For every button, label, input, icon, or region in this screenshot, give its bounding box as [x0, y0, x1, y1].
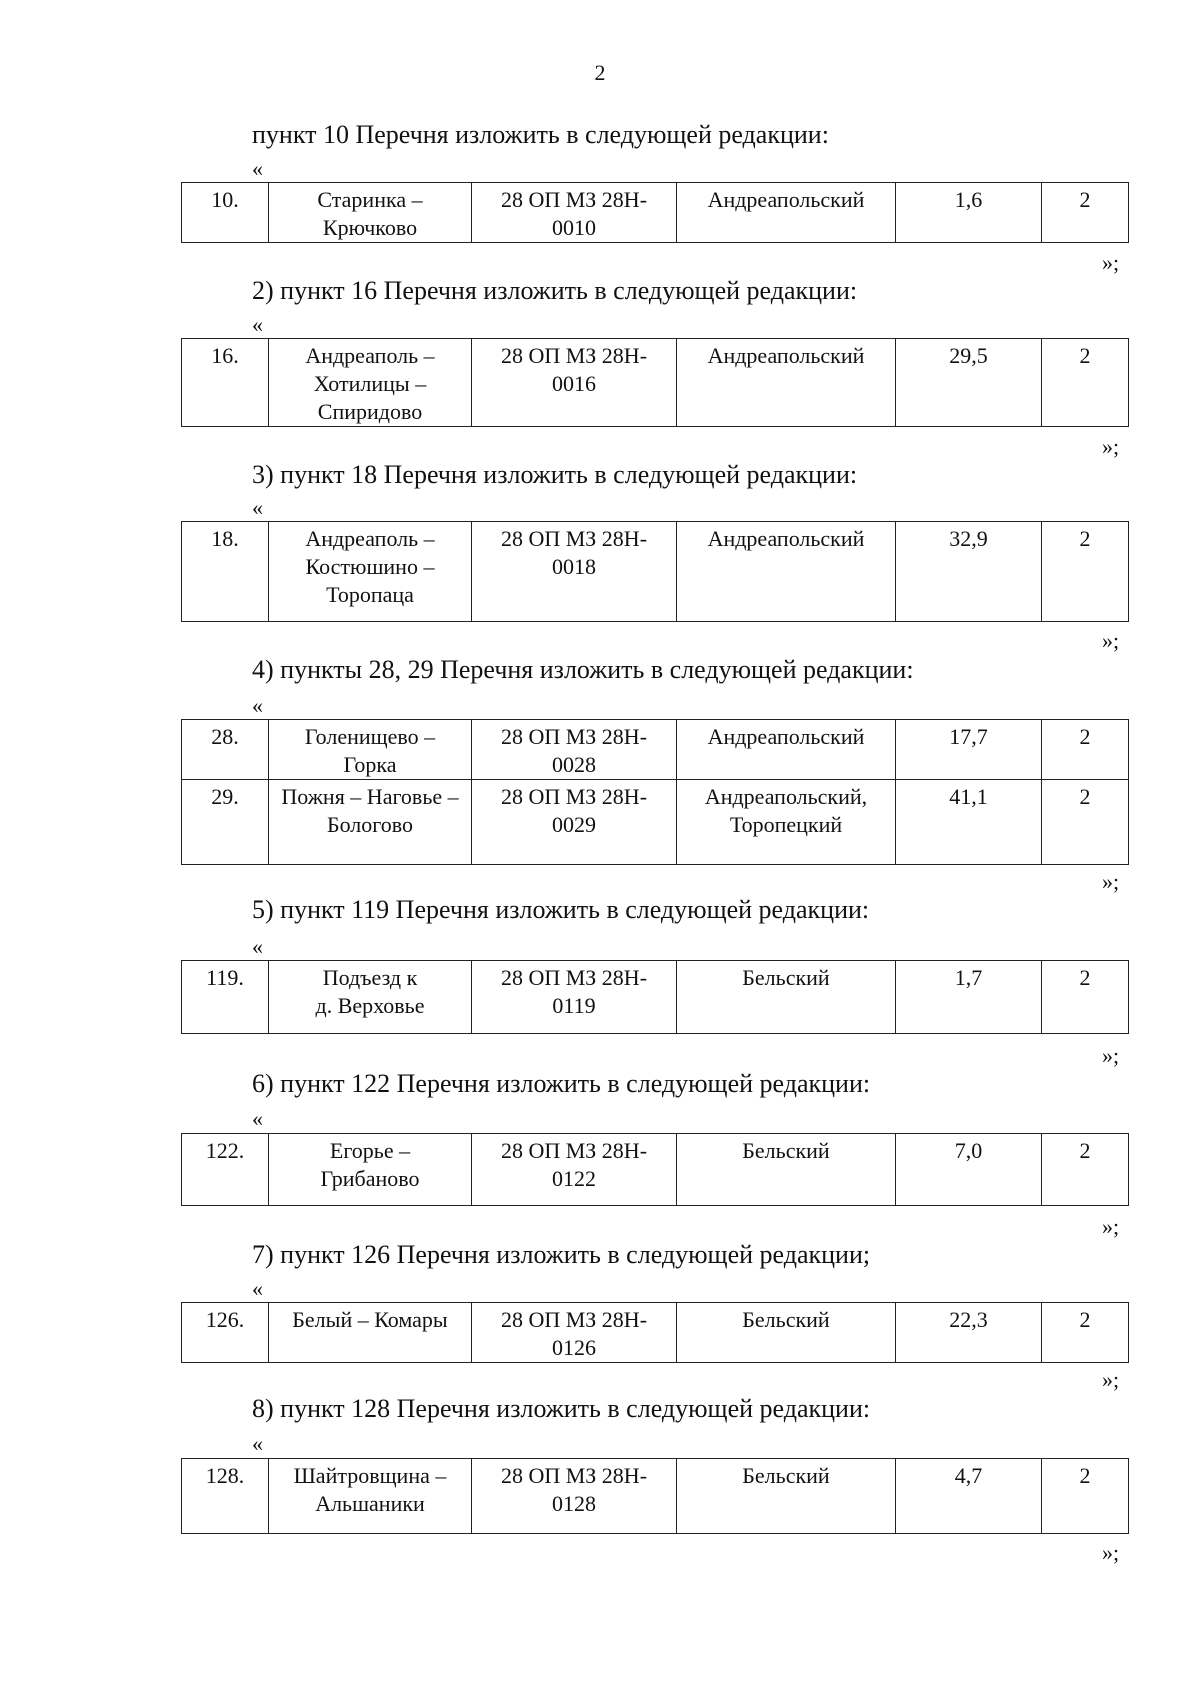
road-name-cell: Голенищево – Горка [269, 720, 472, 780]
table-row [182, 1303, 1129, 1363]
category-cell: 2 [1042, 522, 1129, 622]
category-cell: 2 [1042, 1459, 1129, 1534]
row-number-cell: 28. [182, 720, 269, 780]
amendment-heading: 8) пункт 128 Перечня изложить в следующей редакции: [252, 1394, 871, 1423]
opening-quote: « [252, 312, 263, 337]
amendment-heading: пункт 10 Перечня изложить в следующей редакции: [252, 120, 829, 149]
category-cell: 2 [1042, 780, 1129, 865]
closing-quote: »; [1102, 434, 1120, 459]
amendment-heading: 7) пункт 126 Перечня изложить в следующей редакции; [252, 1240, 871, 1269]
table-row [182, 1459, 1129, 1534]
road-id-cell: 28 ОП МЗ 28Н- 0016 [472, 339, 677, 427]
district-cell: Бельский [677, 1134, 896, 1206]
district-cell: Андреапольский [677, 339, 896, 427]
table-row [182, 1134, 1129, 1206]
district-cell: Бельский [677, 1459, 896, 1534]
length-cell: 41,1 [896, 780, 1042, 865]
road-id-cell: 28 ОП МЗ 28Н- 0122 [472, 1134, 677, 1206]
closing-quote: »; [1102, 250, 1120, 275]
length-cell: 32,9 [896, 522, 1042, 622]
category-cell: 2 [1042, 961, 1129, 1034]
road-table [181, 338, 1129, 427]
amendment-heading: 4) пункты 28, 29 Перечня изложить в следующей редакции: [252, 655, 914, 684]
road-table [181, 521, 1129, 622]
closing-quote: »; [1102, 1043, 1120, 1068]
row-number-cell: 119. [182, 961, 269, 1034]
category-cell: 2 [1042, 720, 1129, 780]
district-cell: Андреапольский [677, 720, 896, 780]
road-table [181, 1458, 1129, 1534]
amendment-heading: 5) пункт 119 Перечня изложить в следующей редакции: [252, 895, 870, 924]
row-number-cell: 16. [182, 339, 269, 427]
row-number-cell: 18. [182, 522, 269, 622]
road-table [181, 1302, 1129, 1363]
road-name-cell: Андреаполь – Хотилицы – Спиридово [269, 339, 472, 427]
category-cell: 2 [1042, 183, 1129, 243]
road-name-cell: Шайтровщина – Альшаники [269, 1459, 472, 1534]
road-id-cell: 28 ОП МЗ 28Н- 0029 [472, 780, 677, 865]
row-number-cell: 122. [182, 1134, 269, 1206]
road-table [181, 182, 1129, 243]
road-id-cell: 28 ОП МЗ 28Н- 0128 [472, 1459, 677, 1534]
row-number-cell: 10. [182, 183, 269, 243]
road-name-cell: Пожня – Наговье – Бологово [269, 780, 472, 865]
opening-quote: « [252, 1106, 263, 1131]
district-cell: Бельский [677, 961, 896, 1034]
road-table [181, 1133, 1129, 1206]
road-id-cell: 28 ОП МЗ 28Н- 0119 [472, 961, 677, 1034]
length-cell: 7,0 [896, 1134, 1042, 1206]
opening-quote: « [252, 693, 263, 718]
category-cell: 2 [1042, 1303, 1129, 1363]
row-number-cell: 29. [182, 780, 269, 865]
road-table [181, 719, 1129, 865]
amendment-heading: 2) пункт 16 Перечня изложить в следующей редакции: [252, 276, 858, 305]
district-cell: Бельский [677, 1303, 896, 1363]
opening-quote: « [252, 934, 263, 959]
road-name-cell: Белый – Комары [269, 1303, 472, 1363]
table-row [182, 339, 1129, 427]
closing-quote: »; [1102, 628, 1120, 653]
road-name-cell: Подъезд к д. Верховье [269, 961, 472, 1034]
table-row [182, 522, 1129, 622]
road-id-cell: 28 ОП МЗ 28Н- 0018 [472, 522, 677, 622]
district-cell: Андреапольский [677, 183, 896, 243]
length-cell: 4,7 [896, 1459, 1042, 1534]
opening-quote: « [252, 156, 263, 181]
district-cell: Андреапольский, Торопецкий [677, 780, 896, 865]
opening-quote: « [252, 1276, 263, 1301]
road-id-cell: 28 ОП МЗ 28Н- 0126 [472, 1303, 677, 1363]
road-name-cell: Егорье – Грибаново [269, 1134, 472, 1206]
table-row [182, 720, 1129, 780]
closing-quote: »; [1102, 1367, 1120, 1392]
closing-quote: »; [1102, 869, 1120, 894]
road-name-cell: Андреаполь – Костюшино – Торопаца [269, 522, 472, 622]
district-cell: Андреапольский [677, 522, 896, 622]
row-number-cell: 126. [182, 1303, 269, 1363]
road-table [181, 960, 1129, 1034]
length-cell: 29,5 [896, 339, 1042, 427]
opening-quote: « [252, 1431, 263, 1456]
length-cell: 17,7 [896, 720, 1042, 780]
amendment-heading: 6) пункт 122 Перечня изложить в следующей редакции: [252, 1069, 871, 1098]
closing-quote: »; [1102, 1540, 1120, 1565]
road-name-cell: Старинка – Крючково [269, 183, 472, 243]
table-row [182, 183, 1129, 243]
category-cell: 2 [1042, 1134, 1129, 1206]
page-number: 2 [594, 60, 606, 85]
road-id-cell: 28 ОП МЗ 28Н- 0010 [472, 183, 677, 243]
closing-quote: »; [1102, 1214, 1120, 1239]
table-row [182, 961, 1129, 1034]
row-number-cell: 128. [182, 1459, 269, 1534]
table-row [182, 780, 1129, 865]
opening-quote: « [252, 495, 263, 520]
length-cell: 22,3 [896, 1303, 1042, 1363]
length-cell: 1,7 [896, 961, 1042, 1034]
category-cell: 2 [1042, 339, 1129, 427]
amendment-heading: 3) пункт 18 Перечня изложить в следующей редакции: [252, 460, 858, 489]
road-id-cell: 28 ОП МЗ 28Н- 0028 [472, 720, 677, 780]
length-cell: 1,6 [896, 183, 1042, 243]
